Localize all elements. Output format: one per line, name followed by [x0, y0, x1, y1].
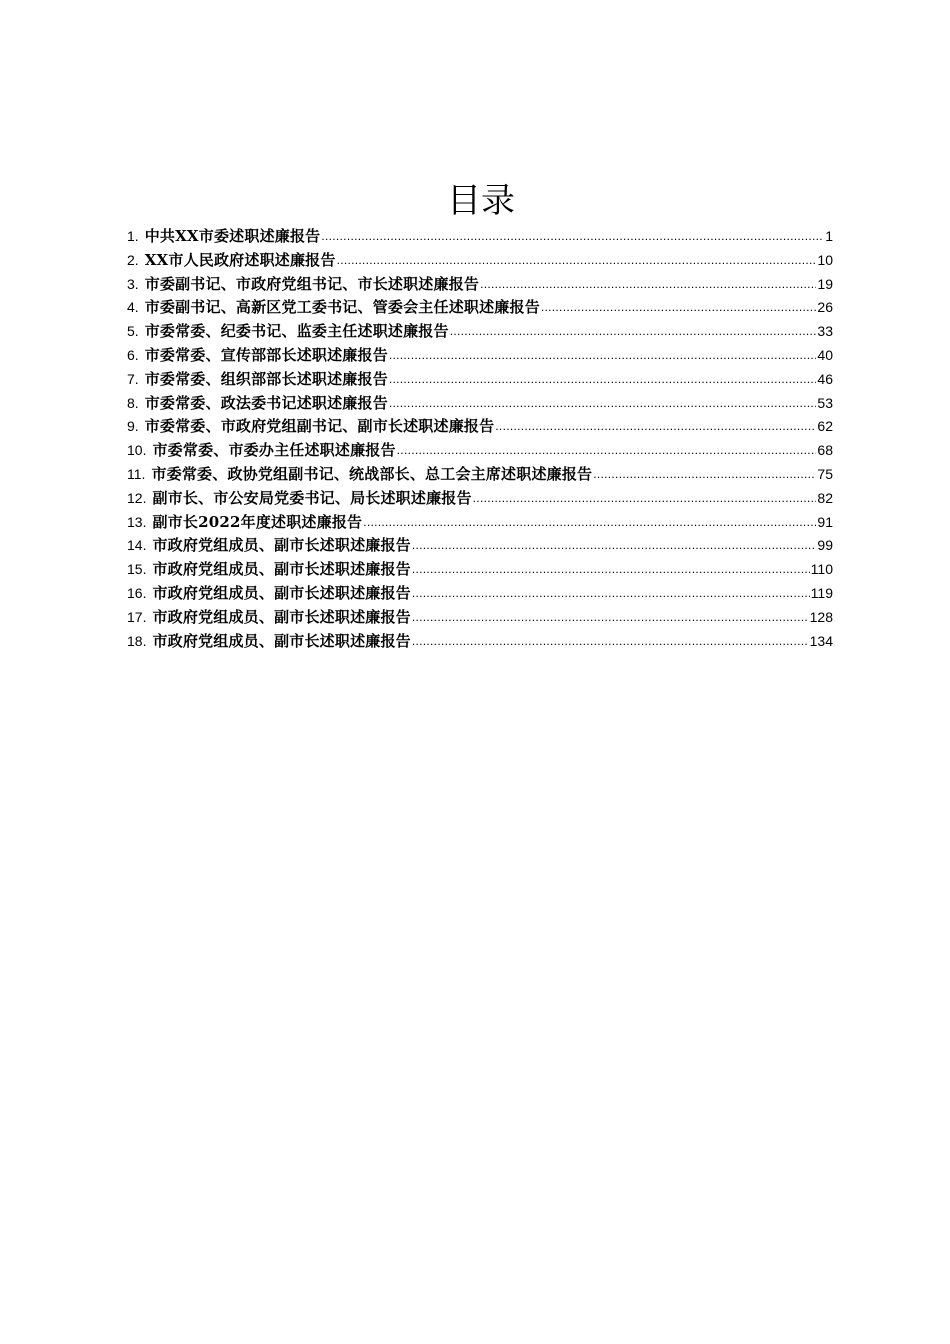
toc-entry[interactable] [127, 463, 833, 487]
toc-entry-title[interactable]: 市委常委、纪委书记、监委主任述职述廉报告 [144, 322, 449, 341]
toc-entry[interactable] [127, 273, 833, 297]
toc-entry-page-number[interactable]: 33 [817, 323, 833, 340]
toc-entry[interactable] [127, 296, 833, 320]
toc-dot-leader [412, 630, 809, 654]
toc-dot-leader [337, 249, 817, 273]
toc-dot-leader [363, 511, 816, 535]
toc-entry[interactable] [127, 487, 833, 511]
toc-entry-title[interactable]: 市政府党组成员、副市长述职述廉报告 [152, 536, 411, 555]
toc-entry[interactable] [127, 534, 833, 558]
toc-entry-number: 6. [127, 346, 139, 363]
toc-entry-page-number[interactable]: 91 [817, 513, 833, 530]
toc-entry-page-number[interactable]: 119 [810, 584, 833, 601]
toc-entry-title[interactable]: 副市长2022年度述职述廉报告 [152, 512, 363, 531]
toc-entry-number: 1. [127, 228, 139, 244]
toc-dot-leader [473, 487, 817, 511]
toc-entry-title[interactable]: 市政府党组成员、副市长述职述廉报告 [152, 607, 411, 626]
toc-entry-title[interactable]: 副市长、市公安局党委书记、局长述职述廉报告 [152, 488, 472, 507]
toc-entry[interactable] [127, 511, 833, 535]
toc-entry-page-number[interactable]: 53 [817, 394, 833, 411]
toc-dot-leader [412, 558, 810, 582]
toc-dot-leader [450, 320, 817, 344]
toc-dot-leader [389, 368, 817, 392]
toc-entry[interactable] [127, 582, 833, 606]
toc-entry-number: 5. [127, 323, 139, 340]
toc-entry-number: 15. [127, 561, 147, 578]
toc-entry[interactable] [127, 439, 833, 463]
toc-entry-page-number[interactable]: 128 [809, 608, 833, 625]
toc-dot-leader [480, 273, 816, 297]
toc-entry-number: 4. [127, 299, 139, 316]
toc-entry[interactable] [127, 368, 833, 392]
toc-entry-number: 17. [127, 608, 147, 625]
toc-entry-number: 16. [127, 584, 147, 601]
toc-entry-title[interactable]: 市政府党组成员、副市长述职述廉报告 [152, 583, 411, 602]
toc-dot-leader [412, 534, 817, 558]
toc-entry-page-number[interactable]: 46 [817, 370, 833, 387]
toc-entry[interactable] [127, 415, 833, 439]
toc-entry-page-number[interactable]: 1 [825, 228, 833, 244]
toc-entry-number: 11. [127, 465, 146, 482]
toc-entry-page-number[interactable]: 110 [810, 561, 833, 578]
toc-entry-page-number[interactable]: 68 [817, 442, 833, 459]
toc-entry-title[interactable]: 市委常委、宣传部部长述职述廉报告 [144, 345, 388, 364]
toc-entry-title[interactable]: 市委常委、组织部部长述职述廉报告 [144, 369, 388, 388]
toc-entry-title[interactable]: 市委副书记、高新区党工委书记、管委会主任述职述廉报告 [144, 298, 540, 317]
toc-entry-number: 2. [127, 251, 139, 268]
toc-dot-leader [495, 415, 816, 439]
toc-dot-leader [389, 344, 817, 368]
toc-entry-number: 13. [127, 513, 147, 530]
toc-dot-leader [412, 582, 810, 606]
toc-entry-page-number[interactable]: 19 [817, 275, 833, 292]
toc-entry-title[interactable]: 市委常委、市委办主任述职述廉报告 [152, 441, 396, 460]
toc-entry-page-number[interactable]: 26 [817, 299, 833, 316]
toc-entry-number: 7. [127, 370, 139, 387]
toc-entry-title[interactable]: 市委常委、政协党组副书记、统战部长、总工会主席述职述廉报告 [151, 464, 593, 483]
toc-entry-title[interactable]: 市委副书记、市政府党组书记、市长述职述廉报告 [144, 274, 480, 293]
toc-entry-title[interactable]: 市委常委、市政府党组副书记、副市长述职述廉报告 [144, 417, 495, 436]
toc-entry-page-number[interactable]: 134 [809, 632, 833, 649]
toc-dot-leader [593, 463, 816, 487]
toc-entry-page-number[interactable]: 75 [817, 465, 833, 482]
toc-entry-page-number[interactable]: 10 [817, 251, 833, 268]
table-of-contents [127, 225, 833, 653]
toc-entry[interactable] [127, 344, 833, 368]
toc-entry[interactable] [127, 249, 833, 273]
toc-dot-leader [321, 225, 824, 249]
toc-dot-leader [541, 296, 817, 320]
toc-entry[interactable] [127, 225, 833, 249]
toc-entry-page-number[interactable]: 62 [817, 418, 833, 435]
toc-entry-number: 18. [127, 632, 147, 649]
toc-entry-number: 9. [127, 418, 139, 435]
toc-entry[interactable] [127, 606, 833, 630]
toc-entry-page-number[interactable]: 82 [817, 489, 833, 506]
toc-entry[interactable] [127, 320, 833, 344]
toc-entry-number: 14. [127, 537, 147, 554]
toc-entry-number: 10. [127, 442, 147, 459]
toc-entry-number: 8. [127, 394, 139, 411]
toc-entry[interactable] [127, 558, 833, 582]
toc-entry-title[interactable]: 中共XX市委述职述廉报告 [144, 227, 321, 245]
toc-entry-page-number[interactable]: 40 [817, 346, 833, 363]
toc-entry[interactable] [127, 392, 833, 416]
toc-entry-number: 3. [127, 275, 139, 292]
toc-entry-page-number[interactable]: 99 [817, 537, 833, 554]
toc-entry-title[interactable]: 市政府党组成员、副市长述职述廉报告 [152, 631, 411, 650]
toc-title: 目录 [447, 181, 515, 221]
toc-entry-title[interactable]: XX市人民政府述职述廉报告 [144, 250, 336, 269]
toc-entry-title[interactable]: 市政府党组成员、副市长述职述廉报告 [152, 560, 411, 579]
toc-entry-title[interactable]: 市委常委、政法委书记述职述廉报告 [144, 393, 388, 412]
toc-dot-leader [389, 392, 817, 416]
toc-dot-leader [412, 606, 809, 630]
toc-dot-leader [397, 439, 817, 463]
toc-entry-number: 12. [127, 489, 147, 506]
toc-entry[interactable] [127, 630, 833, 654]
